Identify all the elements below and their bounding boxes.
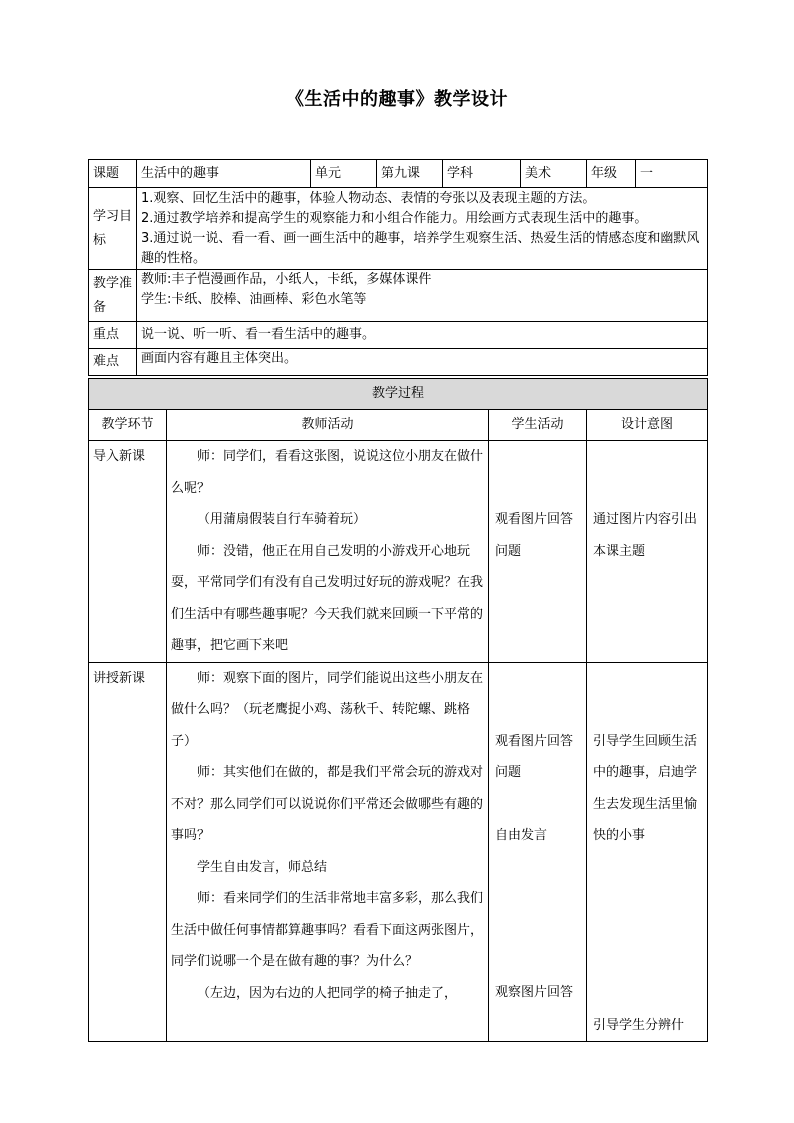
- subject-label: 学科: [443, 160, 521, 188]
- student-text: 观看图片回答问题: [495, 733, 574, 780]
- topic-label: 课题: [89, 160, 137, 188]
- teacher-line: （左边，因为右边的人把同学的椅子抽走了，: [197, 985, 458, 1001]
- teacher-line: （用蒲扇假装自行车骑着玩）: [197, 512, 367, 527]
- process-row-teaching: [89, 662, 708, 1042]
- teacher-line: 师：其实他们在做的，都是我们平常会玩的游戏对不对？那么同学们可以说说你们平常还会做哪些有趣的事吗？: [171, 765, 484, 843]
- teacher-line: 师：观察下面的图片，同学们能说出这些小朋友在做什么吗？（玩老鹰捉小鸡、荡秋千、转陀螺、跳格子）: [171, 670, 484, 749]
- design-intent-cell: [587, 441, 708, 663]
- goal-item: 3.通过说一说、看一看、画一画生活中的趣事，培养学生观察生活、热爱生活的情感态度和幽默风趣的性格。: [141, 230, 700, 266]
- goals-cell: [137, 188, 708, 270]
- column-header-row: [89, 410, 708, 441]
- prep-label: 教学准备: [89, 270, 137, 322]
- page-title: 《生活中的趣事》教学设计: [286, 89, 508, 110]
- intent-text: 通过图片内容引出本课主题: [593, 512, 698, 559]
- goal-item: 1.观察、回忆生活中的趣事，体验人物动态、表情的夸张以及表现主题的方法。: [141, 190, 596, 206]
- key-value: 说一说、听一听、看一看生活中的趣事。: [137, 322, 708, 349]
- info-table: [88, 159, 708, 376]
- goals-label: 学习目标: [89, 188, 137, 270]
- info-row-topic: [89, 160, 708, 188]
- teacher-activity-cell: [167, 662, 489, 1042]
- unit-value: 第九课: [377, 160, 443, 188]
- prep-cell: [137, 270, 708, 322]
- process-row-intro: [89, 441, 708, 663]
- grade-label: 年级: [587, 160, 636, 188]
- unit-label: 单元: [311, 160, 377, 188]
- stage-cell: 导入新课: [89, 441, 167, 663]
- student-activity-cell: [489, 441, 587, 663]
- col-intent-header: 设计意图: [587, 410, 708, 441]
- col-teacher-header: 教师活动: [167, 410, 489, 441]
- difficulty-value: 画面内容有趣且主体突出。: [137, 349, 708, 376]
- col-student-header: 学生活动: [489, 410, 587, 441]
- grade-value: 一: [636, 160, 708, 188]
- topic-value: 生活中的趣事: [137, 160, 311, 188]
- info-row-key: [89, 322, 708, 349]
- info-row-difficulty: [89, 349, 708, 376]
- student-text: 自由发言: [495, 827, 548, 843]
- difficulty-label: 难点: [89, 349, 137, 376]
- student-text: 观看图片回答问题: [495, 512, 574, 559]
- intent-text: 引导学生分辨什: [593, 1017, 685, 1033]
- process-table: [88, 378, 708, 1042]
- prep-item: 教师:丰子恺漫画作品，小纸人，卡纸，多媒体课件: [141, 272, 432, 287]
- stage-cell: 讲授新课: [89, 662, 167, 1042]
- teacher-line: 师：同学们，看看这张图，说说这位小朋友在做什么呢？: [171, 449, 484, 496]
- prep-item: 学生:卡纸、胶棒、油画棒、彩色水笔等: [141, 292, 367, 307]
- teacher-line: 师：没错，他正在用自己发明的小游戏开心地玩耍，平常同学们有没有自己发明过好玩的游戏呢？在我们生活中有哪些趣事呢？今天我们就来回顾一下平常的趣事，把它画下来吧: [171, 543, 484, 653]
- info-row-prep: [89, 270, 708, 322]
- process-header: 教学过程: [89, 379, 708, 410]
- teacher-activity-cell: [167, 441, 489, 663]
- student-activity-cell: [489, 662, 587, 1042]
- key-label: 重点: [89, 322, 137, 349]
- goal-item: 2.通过教学培养和提高学生的观察能力和小组合作能力。用绘画方式表现生活中的趣事。: [141, 210, 648, 226]
- intent-text: 引导学生回顾生活中的趣事，启迪学生去发现生活里愉快的小事: [593, 733, 698, 843]
- process-header-row: [89, 379, 708, 410]
- subject-value: 美术: [521, 160, 587, 188]
- design-intent-cell: [587, 662, 708, 1042]
- teacher-line: 学生自由发言，师总结: [197, 859, 328, 875]
- col-stage-header: 教学环节: [89, 410, 167, 441]
- info-row-goals: [89, 188, 708, 270]
- teacher-line: 师：看来同学们的生活非常地丰富多彩，那么我们生活中做任何事情都算趣事吗？看看下面这两张图片，同学们说哪一个是在做有趣的事？为什么？: [171, 891, 484, 969]
- student-text: 观察图片回答: [495, 985, 574, 1000]
